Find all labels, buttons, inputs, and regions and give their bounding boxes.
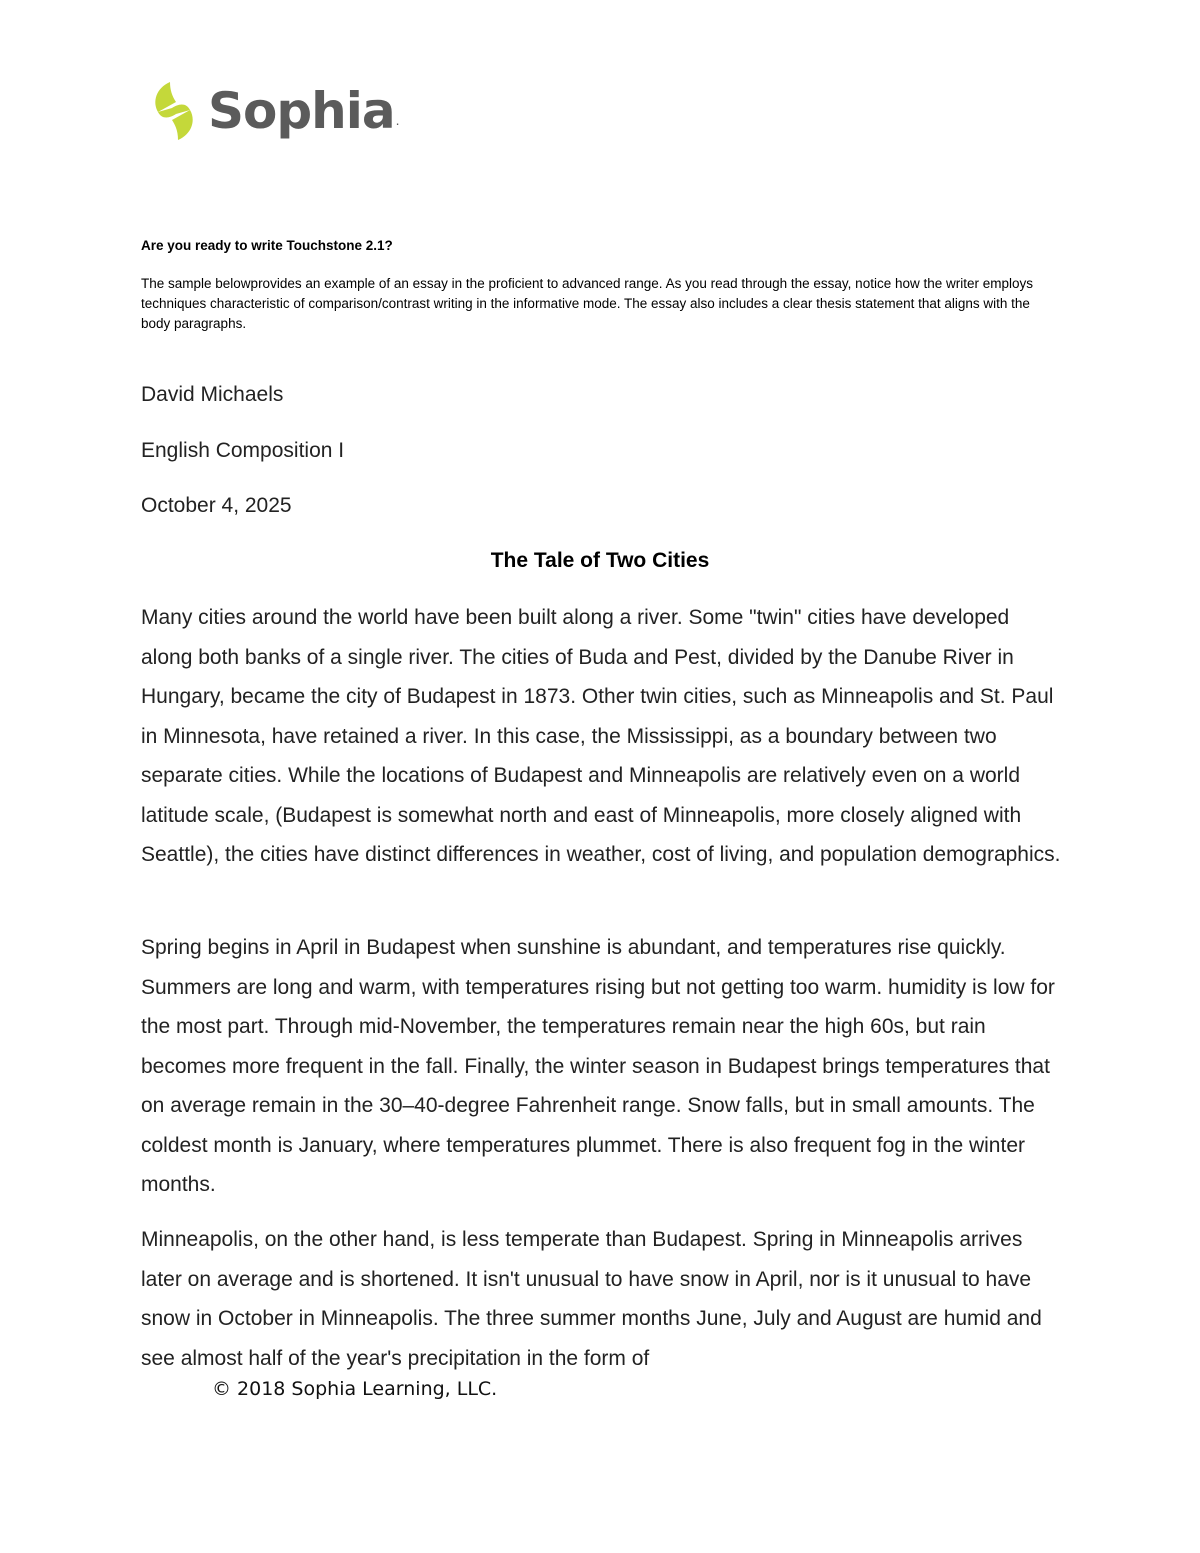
- essay-date: October 4, 2025: [141, 494, 292, 517]
- intro-text: The sample belowprovides an example of an essay in the proficient to advanced range. As you read through the essay, notice how the writer employs techniques characteristic of comparison/contrast writing in the informative mode. The essay also includes a clear thesis statement that aligns with the body paragraphs.: [141, 276, 1034, 331]
- intro-heading: Are you ready to write Touchstone 2.1?: [141, 238, 393, 253]
- essay-title: The Tale of Two Cities: [490, 549, 710, 572]
- sophia-logo: [150, 80, 400, 142]
- sophia-leaf-icon: [150, 80, 198, 142]
- author-name: David Michaels: [141, 383, 284, 406]
- course-name: English Composition I: [141, 439, 345, 462]
- brand-trademark: .: [395, 112, 400, 128]
- essay-paragraph: Spring begins in April in Budapest when sunshine is abundant, and temperatures rise quickly. Summers are long and warm, with temperatures rising but not getting too warm. humidity is low for the most part. Through mid-November, the temperatures remain near the high 60s, but rain becomes more frequent in the fall. Finally, the winter season in Budapest brings temperatures that on average remain in the 30–40-degree Fahrenheit range. Snow falls, but in small amounts. The coldest month is January, where temperatures plummet. There is also frequent fog in the winter months.: [141, 936, 1055, 1196]
- copyright-footer: © 2018 Sophia Learning, LLC.: [212, 1378, 498, 1400]
- brand-name: Sophia: [208, 82, 395, 140]
- essay-paragraph: Many cities around the world have been built along a river. Some "twin" cities have developed along both banks of a single river. The cities of Buda and Pest, divided by the Danube River in Hungary, became the city of Budapest in 1873. Other twin cities, such as Minneapolis and St. Paul in Minnesota, have retained a river. In this case, the Mississippi, as a boundary between two separate cities. While the locations of Budapest and Minneapolis are relatively even on a world latitude scale, (Budapest is somewhat north and east of Minneapolis, more closely aligned with Seattle), the cities have distinct differences in weather, cost of living, and population demographics.: [141, 606, 1061, 866]
- essay-paragraph: Minneapolis, on the other hand, is less temperate than Budapest. Spring in Minneapolis arrives later on average and is shortened. It isn't unusual to have snow in April, nor is it unusual to have snow in October in Minneapolis. The three summer months June, July and August are humid and see almost half of the year's precipitation in the form of: [141, 1228, 1042, 1370]
